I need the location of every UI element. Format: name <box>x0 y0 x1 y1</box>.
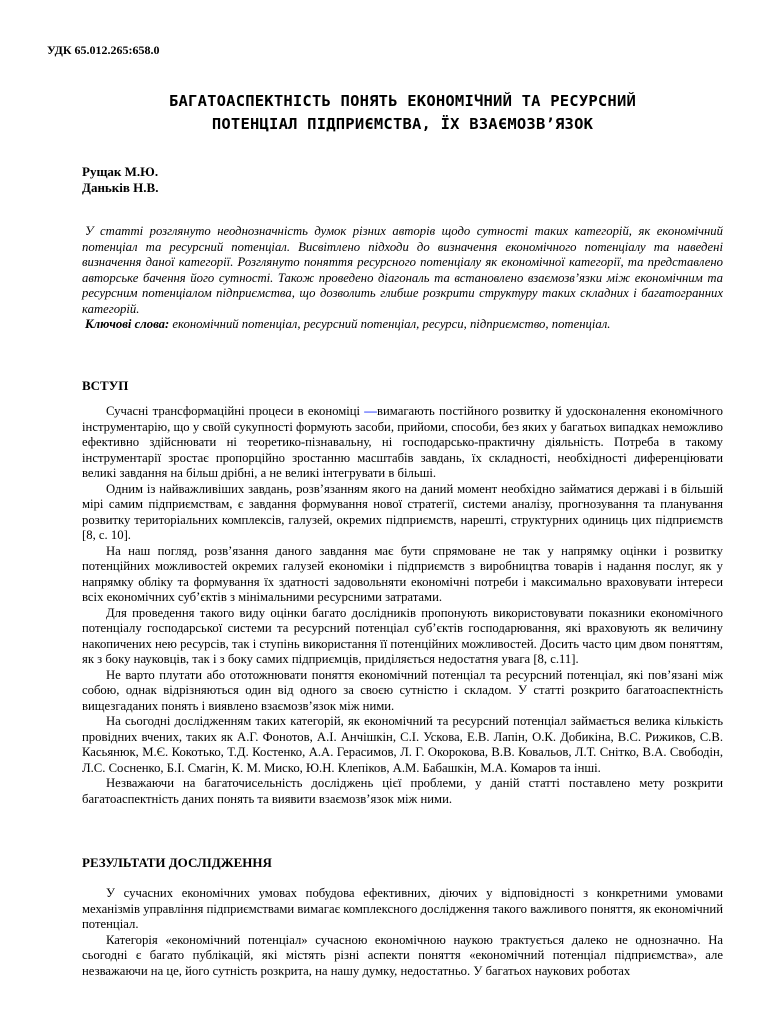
intro-paragraph-4: Для проведення такого виду оцінки багато дослідників пропонують використовувати показники економічного потенціалу господарської системи та ресурсний потенціал суб’єктів господарювання, які враховують як величину накопичених нею ресурсів, так і ступінь використання її потенційних можливостей. Досить часто цим двом поняттям, як з боку науковців, так і з боку самих підприємців, приділяється недостатня увага [8, с.11]. <box>82 605 723 666</box>
title-line-1: БАГАТОАСПЕКТНІСТЬ ПОНЯТЬ ЕКОНОМІЧНИЙ ТА РЕСУРСНИЙ <box>168 92 637 110</box>
keywords-label: Ключові слова: <box>85 317 170 331</box>
results-heading: РЕЗУЛЬТАТИ ДОСЛІДЖЕННЯ <box>82 855 272 870</box>
intro-heading: ВСТУП <box>82 378 129 393</box>
keywords-line <box>82 317 723 333</box>
author-2: Даньків Н.В. <box>82 179 159 195</box>
intro-paragraph-2: Одним із найважливіших завдань, розв’язанням якого на даний момент необхідно займатися державі і в більшій мірі самим підприємствам, є завдання формування нової стратегії, системи аналізу, прогнозування та планування розвитку територіальних комплексів, галузей, окремих підприємств, нарешті, структурних одиниць цих підприємств [8, с. 10]. <box>82 481 723 542</box>
intro-p1-rest: вимагають постійного розвитку й удосконалення економічного інструментарію, що у своїй сукупності формують засоби, прийоми, способи, без яких у багатьох випадках неможливо ефективно здійснювати ні теоретико-пізнавальну, ні господарсько-практичну діяльність. Потреба в такому інструментарії зростає пропорційно зростанню масштабів завдань, їх складності, необхідності диференціювати великі завдання на більш дрібні, а не великі інтегрувати в більші. <box>82 404 723 480</box>
results-section <box>82 886 723 979</box>
results-paragraph-2: Категорія «економічний потенціал» сучасною економічною наукою трактується далеко не однозначно. На сьогодні є багато публікацій, які містять різні аспекти поняття «економічний потенціал підприємства», але незважаючи на це, його сутність розкрита, на нашу думку, недостатньо. У багатьох наукових роботах <box>82 932 723 978</box>
article-title <box>76 90 729 136</box>
blue-dash-mark: — <box>364 404 377 418</box>
intro-section <box>82 404 723 807</box>
abstract <box>82 224 723 333</box>
intro-paragraph-6: На сьогодні дослідженням таких категорій, як економічний та ресурсний потенціал займається велика кількість провідних вчених, таких як А.Г. Фонотов, А.І. Анчішкін, С.І. Ускова, Е.В. Лапін, О.К. Добикіна, В.С. Рижиков, С.В. Касьянюк, М.Є. Кокотько, Т.Д. Костенко, А.А. Герасимов, Л. Г. Окорокова, В.В. Ковальов, Л.Т. Снітко, В.А. Свободін, Л.С. Сосненко, Б.І. Смагін, К. М. Миско, Ю.Н. Клепіков, А.М. Бабашкін, М.А. Комаров та інші. <box>82 714 723 775</box>
udc-code: УДК 65.012.265:658.0 <box>47 43 160 57</box>
intro-p1-start: Сучасні трансформаційні процеси в економіці <box>106 404 365 418</box>
abstract-text: У статті розглянуто неоднозначність думок різних авторів щодо сутності таких категорій, як економічний потенціал та ресурсний потенціал. Висвітлено підходи до визначення економічного потенціалу та наведені визначення даної категорії. Розглянуто поняття ресурсного потенціалу як економічної категорії, та представлено авторське бачення його сутності. Також проведено діагональ та встановлено взаємозв’язки між економічним та ресурсним потенціалом підприємства, що дозволить глибше розкрити структуру таких складних і багатогранних категорій. <box>82 224 723 316</box>
authors <box>82 164 158 195</box>
keywords-list: економічний потенціал, ресурсний потенціал, ресурси, підприємство, потенціал. <box>172 317 611 331</box>
intro-paragraph-1 <box>82 404 723 482</box>
intro-paragraph-7: Незважаючи на багаточисельність досліджень цієї проблеми, у даній статті поставлено мету розкрити багатоаспектність даних понять та виявити взаємозв’язок між ними. <box>82 776 723 806</box>
intro-paragraph-5: Не варто плутати або ототожнювати поняття економічний потенціал та ресурсний потенціал, які пов’язані між собою, однак відрізняються один від одного за своєю сутністю і складом. У статті розкрито багатоаспектність вищезгаданих понять і виявлено взаємозв’язок між ними. <box>82 667 723 713</box>
results-paragraph-1: У сучасних економічних умовах побудова ефективних, діючих у відповідності з конкретними умовами механізмів управління підприємствами вимагає комплексного дослідження такого важливого поняття, як економічний потенціал. <box>82 886 723 931</box>
title-line-2: ПОТЕНЦІАЛ ПІДПРИЄМСТВА, ЇХ ВЗАЄМОЗВ’ЯЗОК <box>211 115 594 133</box>
intro-paragraph-3: На наш погляд, розв’язання даного завдання має бути спрямоване не так у напрямку оцінки і розвитку потенційних можливостей окремих галузей економіки і підприємств з виробництва товарів і надання послуг, як у напрямку обліку та формування їх здатності задовольняти економічні потреби і максимально враховувати інтереси всіх економічних суб’єктів з мінімальними ресурсними затратами. <box>82 543 723 604</box>
author-1: Рущак М.Ю. <box>82 164 159 179</box>
